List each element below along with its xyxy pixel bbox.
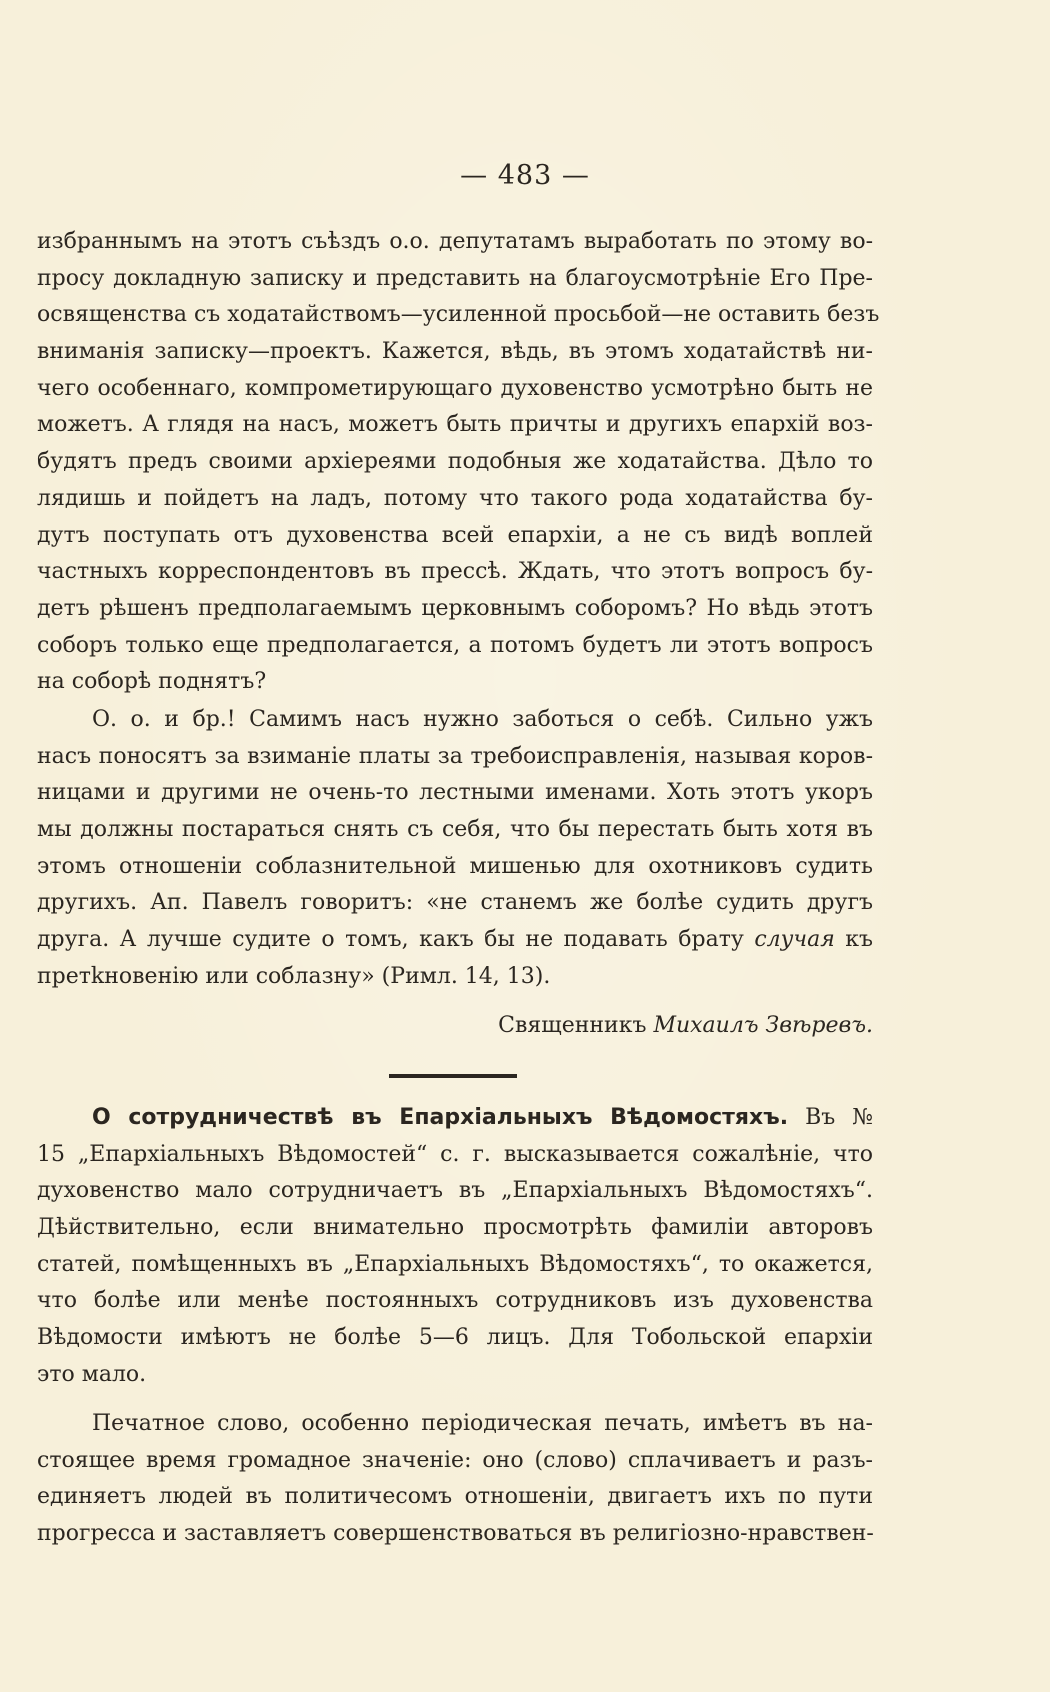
text-line: Печатное слово, особенно періодическая печать, имѣетъ въ на- bbox=[92, 1411, 873, 1436]
text-line: что болѣе или менѣе постоянныхъ сотрудниковъ изъ духовенства bbox=[37, 1288, 873, 1314]
paragraph-2 bbox=[37, 702, 873, 996]
text-line: лядишь и пойдетъ на ладъ, потому что такого рода ходатайства бу- bbox=[37, 485, 873, 511]
text-line: просу докладную записку и представить на благоусмотрѣніе Его Пре- bbox=[37, 265, 873, 291]
heading-tail: Въ № bbox=[805, 1105, 873, 1130]
text-line: избраннымъ на этотъ съѣздъ о.о. депутатамъ выработать по этому во- bbox=[37, 229, 873, 254]
text-line: 15 „Епархіальныхъ Вѣдомостей“ с. г. высказывается сожалѣніе, что bbox=[37, 1141, 873, 1167]
text-line: Вѣдомости имѣютъ не болѣе 5—6 лицъ. Для Тобольской епархіи bbox=[37, 1325, 873, 1351]
signature-title: Священникъ bbox=[498, 1013, 647, 1038]
text-line: этомъ отношеніи соблазнительной мишенью для охотниковъ судить bbox=[37, 853, 873, 879]
section-heading-line bbox=[37, 1100, 873, 1137]
text-line: единяетъ людей въ политичесомъ отношеніи, двигаетъ ихъ по пути bbox=[37, 1484, 873, 1510]
text-line: это мало. bbox=[37, 1361, 147, 1387]
text-line: детъ рѣшенъ предполагаемымъ церковнымъ соборомъ? Но вѣдь этотъ bbox=[37, 595, 873, 621]
page-number: — 483 — bbox=[460, 160, 590, 191]
text-segment: друга. А лучше судите о томъ, какъ бы не подавать брату bbox=[37, 927, 744, 953]
text-line: другихъ. Ап. Павелъ говоритъ: «не станемъ же болѣе судить другъ bbox=[37, 890, 873, 916]
text-line: Дѣйствительно, если внимательно просмотрѣть фамиліи авторовъ bbox=[37, 1215, 873, 1241]
text-line: О. о. и бр.! Самимъ насъ нужно заботься о себѣ. Сильно ужъ bbox=[92, 707, 873, 732]
section-heading: О сотрудничествѣ въ Епархіальныхъ Вѣдомостяхъ. bbox=[92, 1105, 789, 1130]
text-line: претkновенію или соблазну» (Римл. 14, 13). bbox=[37, 963, 551, 989]
signature bbox=[37, 1008, 873, 1045]
text-line: ницами и другими не очень-то лестными именами. Хоть этотъ укоръ bbox=[37, 780, 873, 806]
text-line: насъ поносятъ за взиманіе платы за требоисправленія, называя коров- bbox=[37, 743, 873, 769]
text-line-with-italic bbox=[37, 922, 873, 959]
text-line: соборъ только еще предполагается, а потомъ будетъ ли этотъ вопросъ bbox=[37, 632, 873, 658]
text-line: дутъ поступать отъ духовенства всей епархіи, а не съ видѣ воплей bbox=[37, 522, 873, 548]
signature-name: Михаилъ Звѣревъ. bbox=[653, 1013, 873, 1038]
text-line: чего особеннаго, компрометирующаго духовенство усмотрѣно быть не bbox=[37, 375, 873, 401]
text-line: вниманія записку—проектъ. Кажется, вѣдь, въ этомъ ходатайствѣ ни- bbox=[37, 339, 873, 365]
text-line: на соборѣ поднятъ? bbox=[37, 669, 267, 695]
text-line: будятъ предъ своими архіереями подобныя же ходатайства. Дѣло то bbox=[37, 449, 873, 475]
text-segment: къ bbox=[845, 927, 874, 953]
text-line: прогресса и заставляетъ совершенствоваться въ религіозно-нравствен- bbox=[37, 1521, 874, 1547]
section-divider bbox=[389, 1074, 517, 1078]
text-line: можетъ. А глядя на насъ, можетъ быть причты и другихъ епархій воз- bbox=[37, 412, 873, 438]
section-article bbox=[37, 1100, 873, 1394]
text-line: стоящее время громадное значеніе: оно (слово) сплачиваетъ и разъ- bbox=[37, 1447, 873, 1473]
italic-word: случая bbox=[754, 927, 835, 953]
text-line: мы должны постараться снять съ себя, что бы перестать быть хотя въ bbox=[37, 817, 873, 843]
text-line: духовенство мало сотрудничаетъ въ „Епархіальныхъ Вѣдомостяхъ“. bbox=[37, 1178, 873, 1204]
text-line: освященства съ ходатайствомъ—усиленной просьбой—не оставить безъ bbox=[37, 302, 880, 328]
text-line: статей, помѣщенныхъ въ „Епархіальныхъ Вѣдомостяхъ“, то окажется, bbox=[37, 1251, 873, 1277]
paragraph-1 bbox=[37, 224, 880, 701]
paragraph-4 bbox=[37, 1406, 873, 1553]
text-line: частныхъ корреспондентовъ въ прессѣ. Ждать, что этотъ вопросъ бу- bbox=[37, 559, 873, 585]
